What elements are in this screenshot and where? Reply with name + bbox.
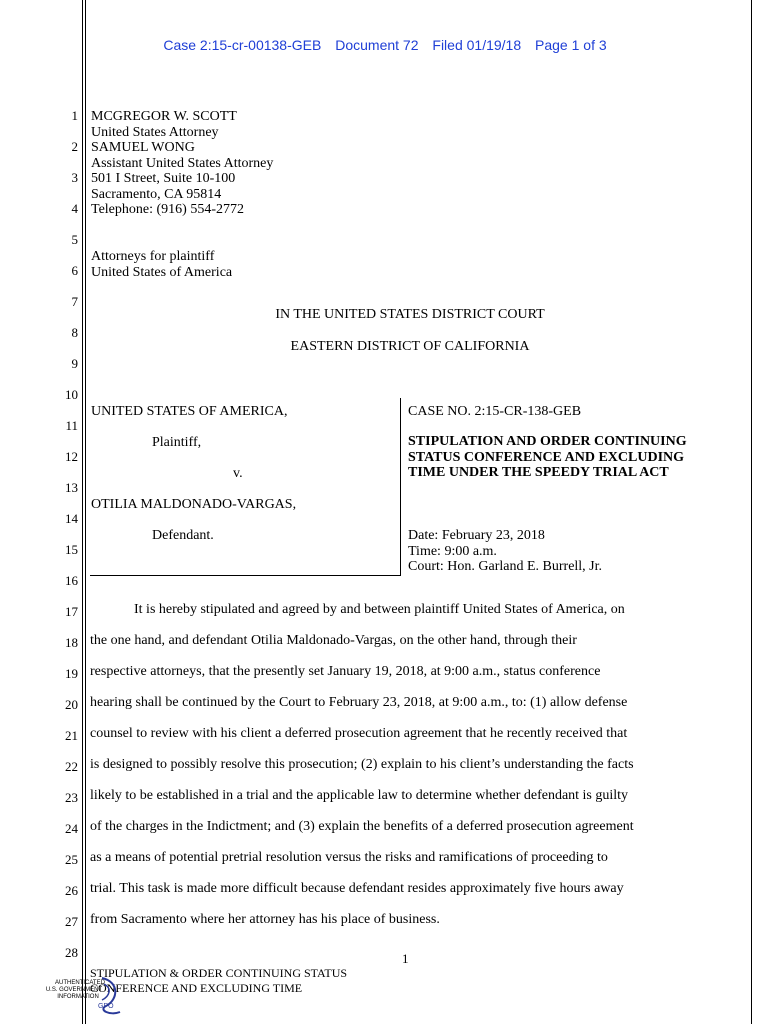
line-number: 26 xyxy=(65,883,78,898)
caption-defendant-role: Defendant. xyxy=(152,528,214,543)
line-number: 27 xyxy=(65,914,78,929)
line-number: 1 xyxy=(71,108,78,123)
body-line: as a means of potential pretrial resolution versus the risks and ramifications of proceeding to xyxy=(90,850,608,865)
assistant-attorney-title: Assistant United States Attorney xyxy=(91,155,274,171)
line-number: 14 xyxy=(65,511,78,526)
svg-text:U.S. GOVERNMENT: U.S. GOVERNMENT xyxy=(45,987,103,993)
line-number: 28 xyxy=(65,945,78,960)
line-number: 9 xyxy=(71,356,78,371)
ecf-header xyxy=(0,37,770,53)
case-number-header: Case 2:15-cr-00138-GEB xyxy=(163,37,322,53)
line-number: 24 xyxy=(65,821,78,836)
filed-date-header: Filed 01/19/18 xyxy=(432,37,522,53)
document-title xyxy=(408,434,687,481)
line-number: 19 xyxy=(65,666,78,681)
address-city: Sacramento, CA 95814 xyxy=(91,186,222,202)
caption-underline xyxy=(90,575,401,576)
footer-line: STIPULATION & ORDER CONTINUING STATUS xyxy=(90,966,348,980)
body-line: trial. This task is made more difficult because defendant resides approximately five hours away xyxy=(90,881,624,896)
attorneys-for-party: United States of America xyxy=(91,264,233,280)
page-count-header: Page 1 of 3 xyxy=(535,37,607,53)
body-line: counsel to review with his client a deferred prosecution agreement that he recently received that xyxy=(90,726,628,741)
svg-text:INFORMATION: INFORMATION xyxy=(57,994,99,1000)
line-number: 17 xyxy=(65,604,78,619)
left-margin-rule xyxy=(82,0,83,1024)
line-number: 15 xyxy=(65,542,78,557)
line-number: 20 xyxy=(65,697,78,712)
line-number: 4 xyxy=(71,201,78,216)
body-line: hearing shall be continued by the Court to February 23, 2018, at 9:00 a.m., to: (1) allow defense xyxy=(90,695,628,710)
court-name: IN THE UNITED STATES DISTRICT COURT xyxy=(275,307,545,322)
caption-divider xyxy=(400,398,401,576)
document-title-line: TIME UNDER THE SPEEDY TRIAL ACT xyxy=(408,465,669,480)
hearing-court: Court: Hon. Garland E. Burrell, Jr. xyxy=(408,559,603,574)
hearing-date: Date: February 23, 2018 xyxy=(408,528,545,543)
body-line: the one hand, and defendant Otilia Maldonado-Vargas, on the other hand, through their xyxy=(90,633,577,648)
gpo-authentication-seal-icon xyxy=(40,970,130,1024)
document-number-header: Document 72 xyxy=(335,37,419,53)
body-line: likely to be established in a trial and the applicable law to determine whether defendant is guilty xyxy=(90,788,629,803)
line-number: 18 xyxy=(65,635,78,650)
body-line: It is hereby stipulated and agreed by and between plaintiff United States of America, on xyxy=(134,602,625,617)
line-number: 6 xyxy=(71,263,78,278)
line-number: 3 xyxy=(71,170,78,185)
caption-defendant: OTILIA MALDONADO-VARGAS, xyxy=(91,497,297,512)
address-street: 501 I Street, Suite 10-100 xyxy=(91,171,236,186)
attorneys-for-line: Attorneys for plaintiff xyxy=(91,249,215,264)
line-number: 7 xyxy=(71,294,78,309)
caption-versus: v. xyxy=(233,466,243,481)
assistant-attorney-name: SAMUEL WONG xyxy=(91,140,195,155)
line-number: 12 xyxy=(65,449,78,464)
document-title-line: STIPULATION AND ORDER CONTINUING xyxy=(408,434,687,449)
attorney-block xyxy=(91,109,273,218)
court-district: EASTERN DISTRICT OF CALIFORNIA xyxy=(290,339,530,354)
case-number: CASE NO. 2:15-CR-138-GEB xyxy=(408,404,582,419)
footer-line: CONFERENCE AND EXCLUDING TIME xyxy=(90,981,303,995)
line-number: 5 xyxy=(71,232,78,247)
line-number: 22 xyxy=(65,759,78,774)
body-line: of the charges in the Indictment; and (3) explain the benefits of a deferred prosecution agreement xyxy=(90,819,634,834)
hearing-info xyxy=(408,528,602,575)
line-number: 13 xyxy=(65,480,78,495)
line-number: 25 xyxy=(65,852,78,867)
line-number: 2 xyxy=(71,139,78,154)
telephone: Telephone: (916) 554-2772 xyxy=(91,202,244,217)
right-margin-rule xyxy=(751,0,752,1024)
hearing-time: Time: 9:00 a.m. xyxy=(408,543,497,559)
svg-text:GPO: GPO xyxy=(98,1003,114,1010)
svg-text:AUTHENTICATED: AUTHENTICATED xyxy=(55,980,105,986)
caption-plaintiff-role: Plaintiff, xyxy=(152,435,202,450)
attorney-title: United States Attorney xyxy=(91,124,219,140)
attorneys-for-block xyxy=(91,249,232,280)
line-number: 21 xyxy=(65,728,78,743)
line-number: 10 xyxy=(65,387,78,402)
line-number: 23 xyxy=(65,790,78,805)
line-number: 11 xyxy=(65,418,78,433)
line-number: 16 xyxy=(65,573,78,588)
attorney-name: MCGREGOR W. SCOTT xyxy=(91,109,237,124)
body-line: is designed to possibly resolve this prosecution; (2) explain to his client’s understanding the facts xyxy=(90,757,634,772)
body-line: from Sacramento where her attorney has his place of business. xyxy=(90,912,440,927)
left-margin-rule-inner xyxy=(85,0,86,1024)
document-title-line: STATUS CONFERENCE AND EXCLUDING xyxy=(408,449,685,465)
caption-plaintiff: UNITED STATES OF AMERICA, xyxy=(91,404,288,419)
body-line: respective attorneys, that the presently set January 19, 2018, at 9:00 a.m., status conference xyxy=(90,664,601,679)
line-number: 8 xyxy=(71,325,78,340)
page-number: 1 xyxy=(402,951,409,966)
